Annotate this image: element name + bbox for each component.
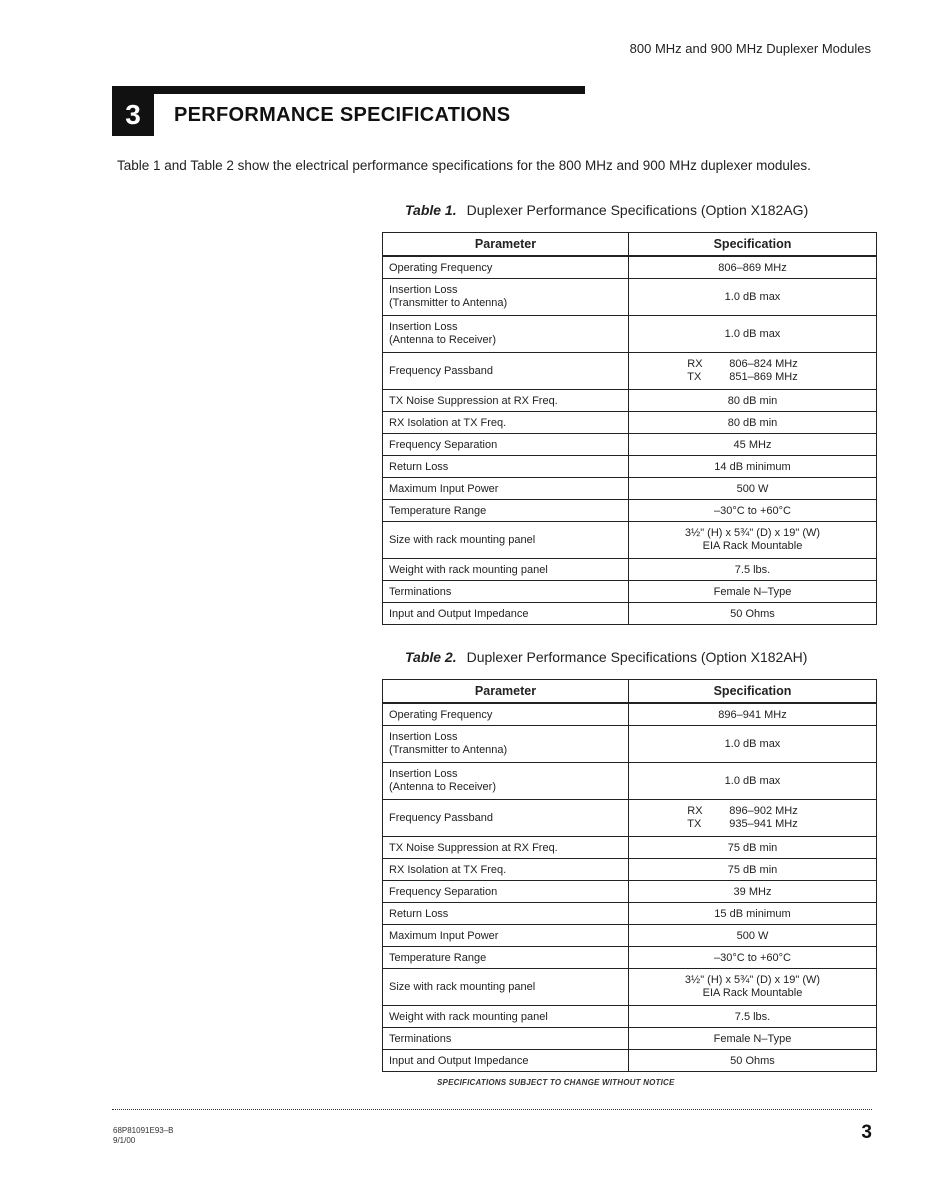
- table-row: [383, 456, 877, 478]
- table-row: [383, 390, 877, 412]
- table-row: [383, 478, 877, 500]
- spec-cell: 50 Ohms: [629, 603, 877, 625]
- table2-label: Table 2.: [405, 649, 457, 665]
- table-row: [383, 925, 877, 947]
- spec-cell: Female N–Type: [629, 581, 877, 603]
- band-label: TX: [687, 371, 702, 383]
- param-cell: Temperature Range: [383, 500, 629, 522]
- spec-line: EIA Rack Mountable: [702, 987, 803, 999]
- document-number: 68P81091E93–B: [113, 1126, 174, 1135]
- running-header: 800 MHz and 900 MHz Duplexer Modules: [629, 41, 871, 56]
- param-cell: [383, 316, 629, 353]
- param-cell: Frequency Separation: [383, 881, 629, 903]
- spec-cell: 80 dB min: [629, 412, 877, 434]
- table-row: [383, 353, 877, 390]
- table-row: [383, 881, 877, 903]
- spec-cell: 1.0 dB max: [629, 726, 877, 763]
- spec-cell: 14 dB minimum: [629, 456, 877, 478]
- spec-cell: –30°C to +60°C: [629, 500, 877, 522]
- table-row: [383, 947, 877, 969]
- spec-cell: 39 MHz: [629, 881, 877, 903]
- col-header-parameter: Parameter: [383, 233, 629, 257]
- param-cell: Operating Frequency: [383, 256, 629, 279]
- spec-cell: 806–869 MHz: [629, 256, 877, 279]
- table-header-row: [383, 233, 877, 257]
- table-row: [383, 603, 877, 625]
- spec-cell: Female N–Type: [629, 1028, 877, 1050]
- spec-line: 3½" (H) x 5¾" (D) x 19" (W): [684, 527, 821, 539]
- spec-cell: 500 W: [629, 925, 877, 947]
- param-cell: Input and Output Impedance: [383, 1050, 629, 1072]
- param-cell: [383, 763, 629, 800]
- param-line: (Transmitter to Antenna): [389, 744, 508, 756]
- table1: [382, 232, 877, 625]
- document-number-block: [113, 1126, 174, 1146]
- table-row: [383, 500, 877, 522]
- param-cell: RX Isolation at TX Freq.: [383, 859, 629, 881]
- param-cell: Return Loss: [383, 456, 629, 478]
- chapter-rule: [112, 86, 585, 94]
- table-row: [383, 522, 877, 559]
- param-line: Insertion Loss: [389, 284, 458, 296]
- specifications-notice: SPECIFICATIONS SUBJECT TO CHANGE WITHOUT NOTICE: [437, 1078, 675, 1087]
- table-row: [383, 1028, 877, 1050]
- spec-cell: [629, 353, 877, 390]
- param-line: (Transmitter to Antenna): [389, 297, 508, 309]
- param-cell: Size with rack mounting panel: [383, 522, 629, 559]
- spec-cell: [629, 800, 877, 837]
- param-cell: Return Loss: [383, 903, 629, 925]
- table-row: [383, 859, 877, 881]
- param-cell: Terminations: [383, 1028, 629, 1050]
- spec-cell: 7.5 lbs.: [629, 1006, 877, 1028]
- footer-rule: [112, 1109, 872, 1110]
- param-line: Insertion Loss: [389, 731, 458, 743]
- param-cell: Operating Frequency: [383, 703, 629, 726]
- param-line: Insertion Loss: [389, 768, 458, 780]
- table2: [382, 679, 877, 1072]
- param-cell: Frequency Passband: [383, 800, 629, 837]
- col-header-specification: Specification: [629, 233, 877, 257]
- spec-cell: 80 dB min: [629, 390, 877, 412]
- table-row: [383, 903, 877, 925]
- chapter-title: PERFORMANCE SPECIFICATIONS: [174, 104, 511, 126]
- spec-cell: 75 dB min: [629, 837, 877, 859]
- band-value: 851–869 MHz: [729, 371, 798, 383]
- table-row: [383, 703, 877, 726]
- table-row: [383, 726, 877, 763]
- table-row: [383, 1006, 877, 1028]
- param-cell: Weight with rack mounting panel: [383, 1006, 629, 1028]
- spec-cell: 500 W: [629, 478, 877, 500]
- param-cell: Frequency Separation: [383, 434, 629, 456]
- spec-cell: 75 dB min: [629, 859, 877, 881]
- param-cell: [383, 726, 629, 763]
- table-row: [383, 559, 877, 581]
- spec-cell: 1.0 dB max: [629, 763, 877, 800]
- param-cell: TX Noise Suppression at RX Freq.: [383, 837, 629, 859]
- table1-caption-text: Duplexer Performance Specifications (Option X182AG): [466, 202, 809, 218]
- spec-cell: [629, 969, 877, 1006]
- spec-cell: 15 dB minimum: [629, 903, 877, 925]
- table2-caption-text: Duplexer Performance Specifications (Option X182AH): [466, 649, 808, 665]
- band-value: 935–941 MHz: [729, 818, 798, 830]
- param-cell: Temperature Range: [383, 947, 629, 969]
- spec-cell: –30°C to +60°C: [629, 947, 877, 969]
- param-cell: Input and Output Impedance: [383, 603, 629, 625]
- band-label: RX: [687, 805, 703, 817]
- table1-caption: [405, 202, 808, 218]
- spec-cell: 50 Ohms: [629, 1050, 877, 1072]
- table-row: [383, 316, 877, 353]
- passband-values: [687, 805, 798, 831]
- table-row: [383, 763, 877, 800]
- spec-cell: [629, 522, 877, 559]
- param-cell: [383, 279, 629, 316]
- param-cell: Terminations: [383, 581, 629, 603]
- spec-cell: 1.0 dB max: [629, 279, 877, 316]
- table-row: [383, 256, 877, 279]
- param-cell: Maximum Input Power: [383, 925, 629, 947]
- param-cell: Size with rack mounting panel: [383, 969, 629, 1006]
- param-cell: Maximum Input Power: [383, 478, 629, 500]
- passband-values: [687, 358, 798, 384]
- spec-cell: 7.5 lbs.: [629, 559, 877, 581]
- spec-line: EIA Rack Mountable: [702, 540, 803, 552]
- col-header-parameter: Parameter: [383, 680, 629, 704]
- param-line: Insertion Loss: [389, 321, 458, 333]
- table-header-row: [383, 680, 877, 704]
- param-line: (Antenna to Receiver): [389, 334, 496, 346]
- band-label: TX: [687, 818, 702, 830]
- band-value: 896–902 MHz: [729, 805, 798, 817]
- table-row: [383, 412, 877, 434]
- col-header-specification: Specification: [629, 680, 877, 704]
- spec-line: 3½" (H) x 5¾" (D) x 19" (W): [684, 974, 821, 986]
- page-number: 3: [861, 1122, 872, 1143]
- param-cell: Frequency Passband: [383, 353, 629, 390]
- spec-cell: 1.0 dB max: [629, 316, 877, 353]
- param-cell: TX Noise Suppression at RX Freq.: [383, 390, 629, 412]
- table-row: [383, 1050, 877, 1072]
- param-cell: RX Isolation at TX Freq.: [383, 412, 629, 434]
- band-label: RX: [687, 358, 703, 370]
- chapter-number: 3: [112, 94, 154, 136]
- table-row: [383, 279, 877, 316]
- table-row: [383, 581, 877, 603]
- table-row: [383, 800, 877, 837]
- document-date: 9/1/00: [113, 1136, 136, 1145]
- band-value: 806–824 MHz: [729, 358, 798, 370]
- table-row: [383, 837, 877, 859]
- table-row: [383, 969, 877, 1006]
- table1-label: Table 1.: [405, 202, 457, 218]
- param-cell: Weight with rack mounting panel: [383, 559, 629, 581]
- param-line: (Antenna to Receiver): [389, 781, 496, 793]
- intro-paragraph: Table 1 and Table 2 show the electrical performance specifications for the 800 MHz and 900 MHz duplexer modules.: [117, 158, 811, 173]
- table-row: [383, 434, 877, 456]
- table2-caption: [405, 649, 807, 665]
- spec-cell: 45 MHz: [629, 434, 877, 456]
- spec-cell: 896–941 MHz: [629, 703, 877, 726]
